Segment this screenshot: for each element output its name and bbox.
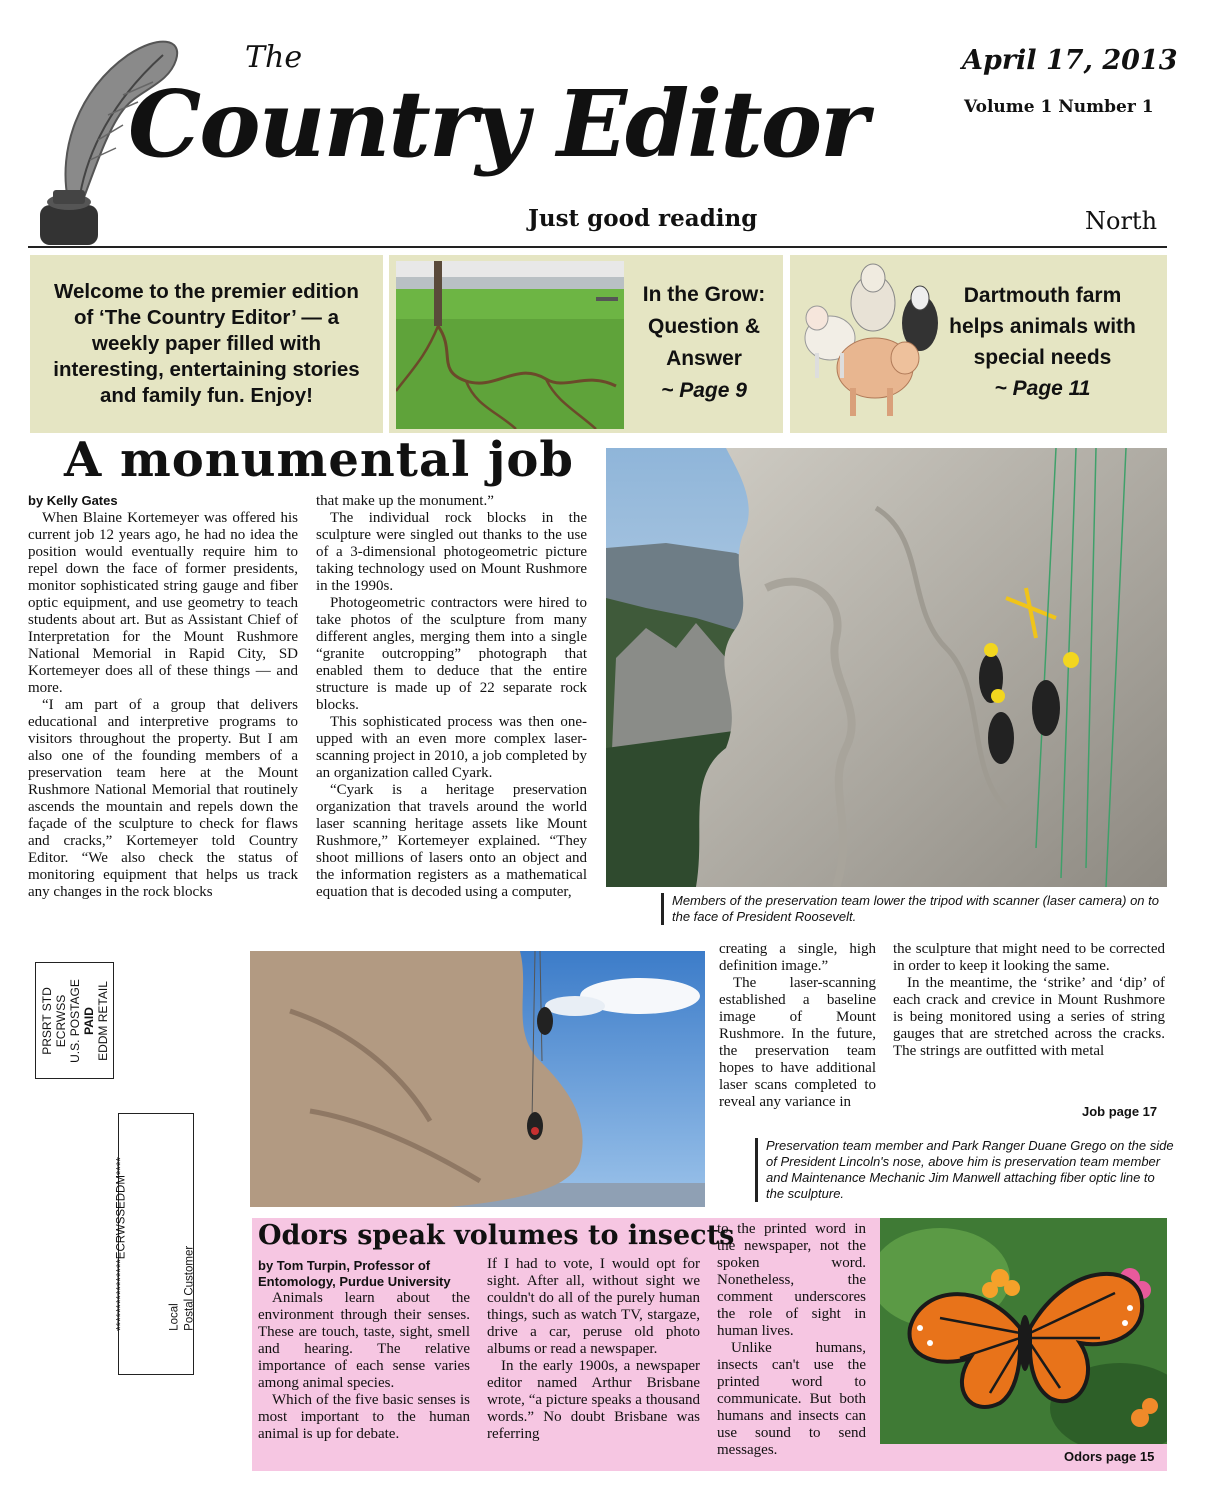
edition-region: North xyxy=(1085,207,1158,235)
main-paragraph: “I am part of a group that delivers educational and interpretive programs to visitors throughout the property. But I am also one of the founding members of a preservation team here at the Mount Rushmore National Memorial that routinely ascends the mountain and repels down the façade of the sculpture to check for flaws and cracks,” Kortemeyer told Country Editor. “We also check the status of monitoring equipment that helps us track any changes in the rock blocks xyxy=(28,697,298,900)
main-paragraph: Photogeometric contractors were hired to take photos of the sculpture from many different angles, merging them into a single “granite outcropping” photograph that enabled them to deduce that the entire structure is made up of 22 separate rock blocks. xyxy=(316,595,587,713)
main-paragraph: creating a single, high definition image.” xyxy=(719,941,876,974)
main-column-1 xyxy=(28,510,298,901)
grow-line-2: Question & xyxy=(647,315,760,338)
odors-paragraph: Unlike humans, insects can't use the printed word to communicate. But both humans and insects can use sound to send messages. xyxy=(717,1340,866,1458)
address-label xyxy=(115,1113,196,1375)
lincoln-nose-photo xyxy=(250,951,705,1207)
main-paragraph: the sculpture that might need to be corrected in order to keep it looking the same. xyxy=(893,941,1165,974)
grow-line-1: In the Grow: xyxy=(642,283,766,306)
masthead-rule xyxy=(28,246,1167,248)
main-byline: by Kelly Gates xyxy=(28,493,118,508)
farm-line-2: helps animals with xyxy=(949,315,1136,338)
odors-jump-link[interactable]: Odors page 15 xyxy=(1064,1449,1155,1464)
main-headline: A monumental job xyxy=(64,432,574,488)
odors-byline: by Tom Turpin, Professor of Entomology, Purdue University xyxy=(258,1258,451,1289)
main-column-3 xyxy=(719,941,876,1111)
main-paragraph: that make up the monument.” xyxy=(316,493,494,509)
main-paragraph: The individual rock blocks in the sculpture were singled out thanks to the use of a 3-dimensional photogeometric picture taking technology used on Mount Rushmore in the 1990s. xyxy=(316,510,587,594)
welcome-text: Welcome to the premier edition of ‘The Country Editor’ — a weekly paper filled with interesting, entertaining stories and family fun. Enjoy! xyxy=(53,280,360,407)
issue-volume: Volume 1 Number 1 xyxy=(964,97,1154,117)
odors-column-3 xyxy=(717,1221,866,1459)
postage-indicia xyxy=(35,962,114,1079)
job-jump-link[interactable]: Job page 17 xyxy=(1082,1104,1158,1119)
postal-line: ECRWSS xyxy=(53,994,68,1047)
main-column-4 xyxy=(893,941,1165,1060)
monarch-butterfly-photo xyxy=(880,1218,1167,1444)
main-paragraph: “Cyark is a heritage preservation organization that travels around the world laser scanning heritage assets like Mount Rushmore,” Kortemeyer explained. “They shoot millions of lasers onto an object and the information registers as a mathematical equation that is decoded using a computer, xyxy=(316,782,587,900)
masthead-title: Country Editor xyxy=(128,70,867,178)
address-line: Postal Customer xyxy=(183,1245,196,1331)
odors-headline: Odors speak volumes to insects xyxy=(258,1220,735,1251)
postal-line: PRSRT STD xyxy=(39,986,54,1055)
main-paragraph: When Blaine Kortemeyer was offered his current job 12 years ago, he had no idea the position would eventually require him to repel down the face of former presidents, monitor sophisticated string gauge and fiber optic equipment, and use geometry to teach students about art. But as Assistant Chief of Interpretation for the Mount Rushmore National Memorial in Rapid City, SD Kortemeyer does all of these things — and more. xyxy=(28,510,298,696)
main-paragraph: The laser-scanning established a baseline image of Mount Rushmore. In the future, the preservation team hopes to have additional laser scans completed to reveal any variance in xyxy=(719,975,876,1110)
main-paragraph: This sophisticated process was then one-upped with an even more complex laser-scanning project in 2010, a job completed by an organization called Cyark. xyxy=(316,714,587,781)
grow-teaser-text xyxy=(632,279,776,407)
odors-paragraph: In the early 1900s, a newspaper editor named Arthur Brisbane wrote, “a picture speaks a thousand words.” No doubt Brisbane was referring xyxy=(487,1358,700,1442)
odors-paragraph: Which of the five basic senses is most important to the human animal is up for debate. xyxy=(258,1392,470,1442)
grow-line-3: Answer xyxy=(666,347,742,370)
farm-line-1: Dartmouth farm xyxy=(963,284,1122,307)
farm-teaser-text xyxy=(940,280,1145,404)
farm-line-3: special needs xyxy=(973,346,1112,369)
address-line: ****************ECRWSSEDDM**** xyxy=(115,1157,128,1331)
masthead-the: The xyxy=(245,40,303,75)
odors-paragraph: Animals learn about the environment through their senses. These are touch, taste, sight, smell and hearing. The relative importance of each sense varies among animal species. xyxy=(258,1290,470,1391)
farm-animals-photo xyxy=(795,258,943,420)
grow-page-link[interactable]: ~ Page 9 xyxy=(661,379,747,402)
lincoln-photo-caption: Preservation team member and Park Ranger Duane Grego on the side of President Lincoln's nose, above him is preservation team member and Maintenance Mechanic Jim Manwell attaching fiber optic line to the sculpture. xyxy=(755,1138,1176,1202)
odors-paragraph: to the printed word in the newspaper, not the spoken word. Nonetheless, the comment underscores the role of sight in human lives. xyxy=(717,1221,866,1339)
odors-column-1 xyxy=(258,1290,470,1443)
postal-line: U.S. POSTAGE xyxy=(67,978,82,1063)
roosevelt-face-photo xyxy=(606,448,1167,887)
masthead-tagline: Just good reading xyxy=(528,205,758,232)
postal-line: PAID xyxy=(81,1006,96,1035)
roosevelt-photo-caption: Members of the preservation team lower the tripod with scanner (laser camera) on to the face of President Roosevelt. xyxy=(661,893,1177,925)
odors-column-2 xyxy=(487,1256,700,1443)
postal-line: EDDM RETAIL xyxy=(95,980,110,1061)
main-paragraph: In the meantime, the ‘strike’ and ‘dip’ of each crack and crevice in Mount Rushmore is being monitored using a series of string gauges that are stretched across the cracks. The strings are outfitted with metal xyxy=(893,975,1165,1059)
welcome-teaser xyxy=(30,255,383,433)
main-column-2 xyxy=(316,493,587,901)
lawn-photo xyxy=(396,261,624,429)
farm-page-link[interactable]: ~ Page 11 xyxy=(994,377,1091,400)
odors-paragraph: If I had to vote, I would opt for sight. After all, without sight we couldn't do all of the purely human things, such as watch TV, stargaze, drive a car, peruse old photo albums or read a newspaper. xyxy=(487,1256,700,1357)
address-line: Local xyxy=(168,1303,181,1331)
issue-date: April 17, 2013 xyxy=(962,45,1178,76)
